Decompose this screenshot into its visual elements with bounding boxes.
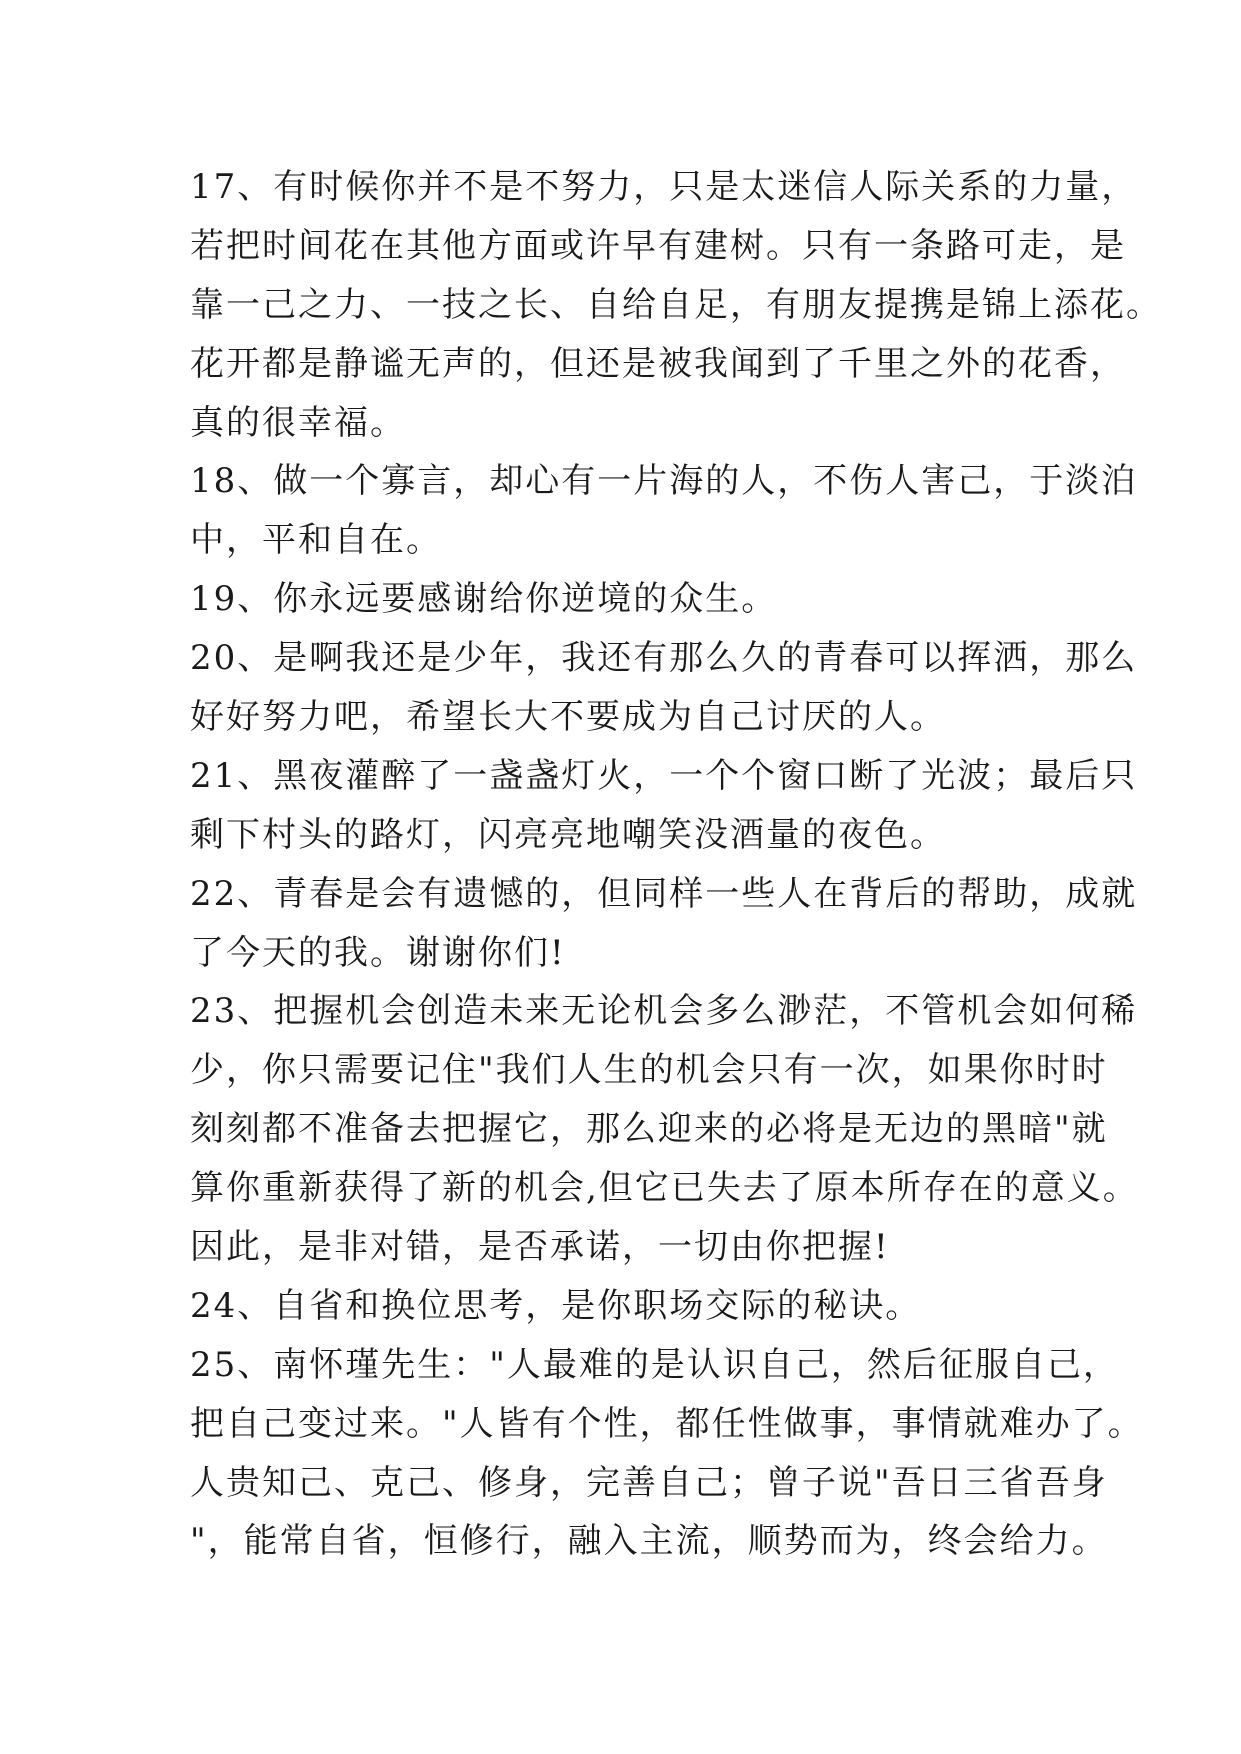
text-line: 少，你只需要记住"我们人生的机会只有一次，如果你时时 xyxy=(190,1050,1108,1091)
text-line: 22、青春是会有遗憾的，但同样一些人在背后的帮助，成就 xyxy=(190,873,1138,914)
text-line: 18、做一个寡言，却心有一片海的人，不伤人害己，于淡泊 xyxy=(190,461,1138,502)
text-line: 算你重新获得了新的机会,但它已失去了原本所存在的意义。 xyxy=(190,1168,1139,1209)
text-line: 人贵知己、克己、修身，完善自己；曾子说"吾日三省吾身 xyxy=(190,1462,1108,1503)
text-line: 25、南怀瑾先生："人最难的是认识自己，然后征服自己， xyxy=(190,1344,1119,1385)
text-line: 19、你永远要感谢给你逆境的众生。 xyxy=(190,579,778,620)
text-line: 中，平和自在。 xyxy=(190,520,442,561)
text-line: 刻刻都不准备去把握它，那么迎来的必将是无边的黑暗"就 xyxy=(190,1109,1108,1150)
text-line: 若把时间花在其他方面或许早有建树。只有一条路可走，是 xyxy=(190,225,1126,266)
text-line: "，能常自省，恒修行，融入主流，顺势而为，终会给力。 xyxy=(190,1521,1108,1562)
text-line: 21、黑夜灌醉了一盏盏灯火，一个个窗口断了光波；最后只 xyxy=(190,755,1138,796)
text-line: 20、是啊我还是少年，我还有那么久的青春可以挥洒，那么 xyxy=(190,638,1138,679)
text-line: 真的很幸福。 xyxy=(190,402,406,443)
text-line: 把自己变过来。"人皆有个性，都任性做事，事情就难办了。 xyxy=(190,1403,1144,1444)
document-body xyxy=(190,158,1162,1571)
text-line: 靠一己之力、一技之长、自给自足，有朋友提携是锦上添花。 xyxy=(190,284,1162,325)
text-line: 因此，是非对错，是否承诺，一切由你把握! xyxy=(190,1227,890,1268)
text-line: 好好努力吧，希望长大不要成为自己讨厌的人。 xyxy=(190,697,946,738)
text-line: 剩下村头的路灯，闪亮亮地嘲笑没酒量的夜色。 xyxy=(190,814,946,855)
text-line: 17、有时候你并不是不努力，只是太迷信人际关系的力量， xyxy=(190,167,1138,207)
text-line: 23、把握机会创造未来无论机会多么渺茫，不管机会如何稀 xyxy=(190,991,1138,1032)
text-line: 24、自省和换位思考，是你职场交际的秘诀。 xyxy=(190,1285,922,1326)
text-line: 了今天的我。谢谢你们! xyxy=(190,932,566,973)
text-line: 花开都是静谧无声的，但还是被我闻到了千里之外的花香， xyxy=(190,343,1126,384)
